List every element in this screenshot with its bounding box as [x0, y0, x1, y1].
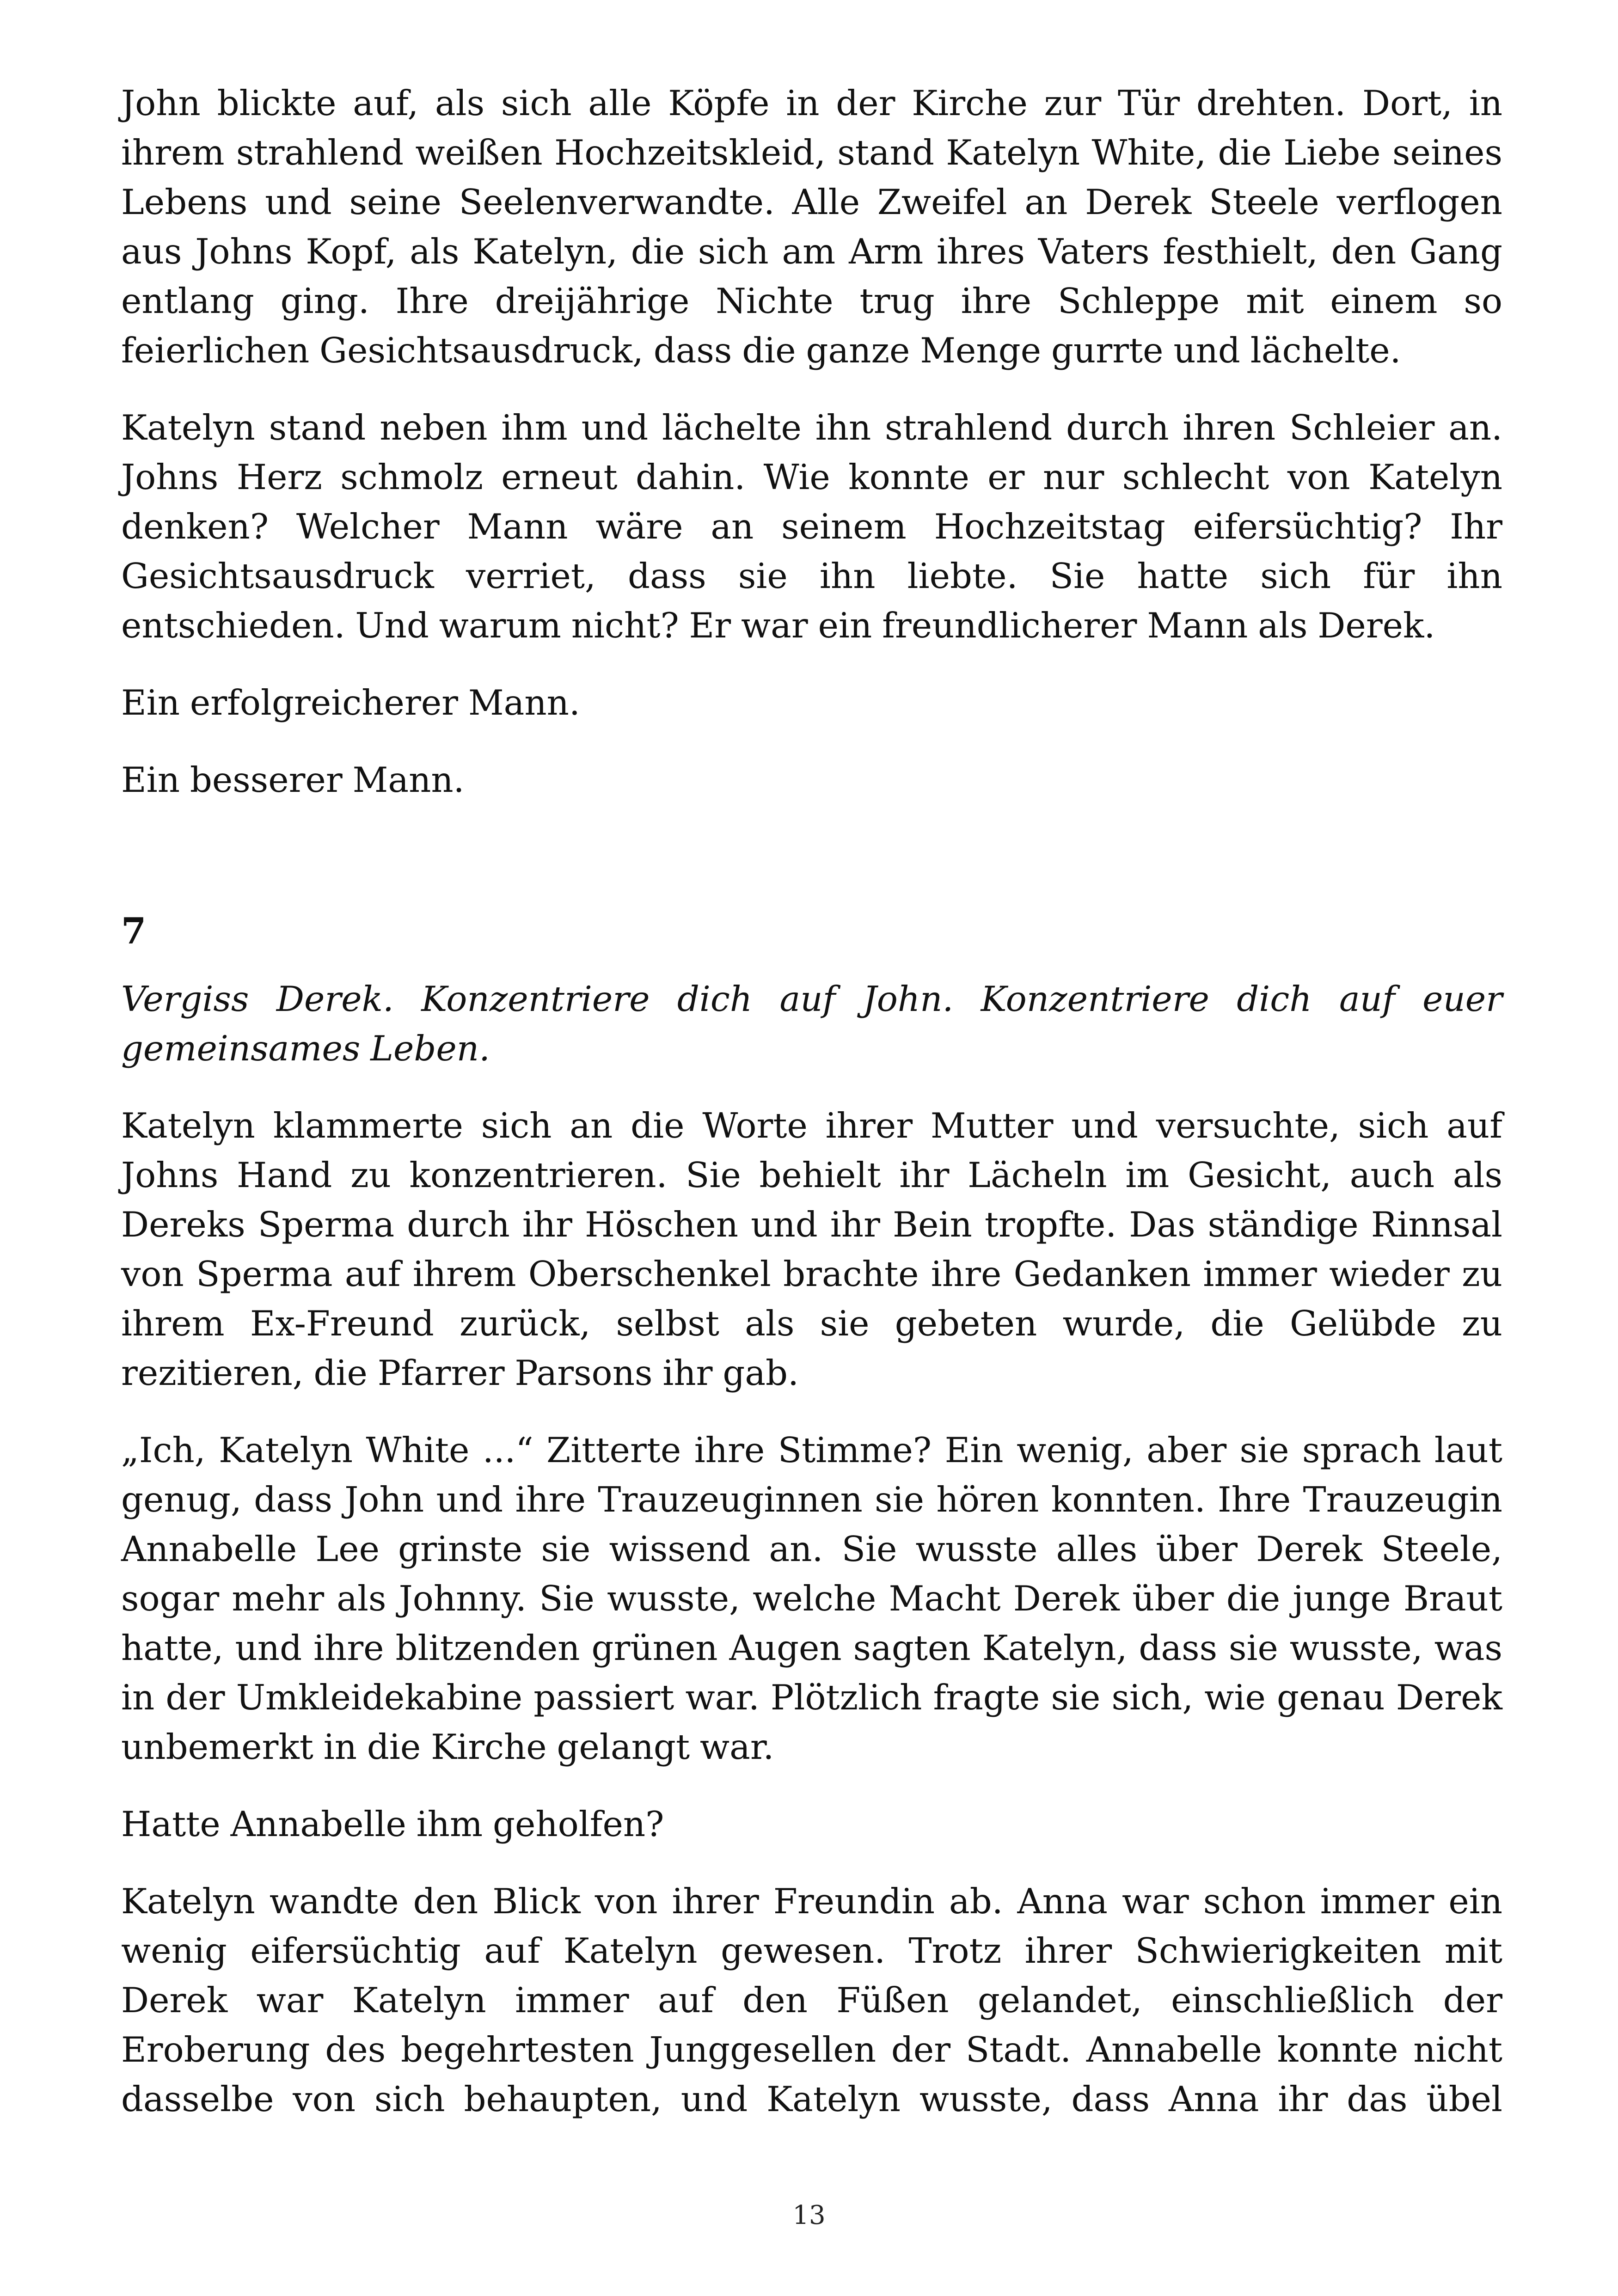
paragraph-3: Ein erfolgreicherer Mann.	[121, 682, 580, 723]
paragraph-2: Katelyn stand neben ihm und lächelte ihn strahlend durch ihren Schleier an. Johns Herz schmolz erneut dahin. Wie konnte er nur schlecht von Katelyn denken? Welcher Mann wäre an seinem Hochzeitstag eifersüchtig? Ihr Gesichtsausdruck verriet, dass sie ihn liebte. Sie hatte sich für ihn entschieden. Und warum nicht? Er war ein freundlicherer Mann als Derek.	[121, 407, 1502, 646]
chapter-number: 7	[121, 910, 147, 952]
chapter-paragraph-3: Hatte Annabelle ihm geholfen?	[121, 1804, 664, 1844]
paragraph-4: Ein besserer Mann.	[121, 759, 465, 800]
paragraph-1: John blickte auf, als sich alle Köpfe in der Kirche zur Tür drehten. Dort, in ihrem strahlend weißen Hochzeitskleid, stand Katelyn White, die Liebe seines Lebens und seine Seelenverwandte. Alle Zweifel an Derek Steele verflogen aus Johns Kopf, als Katelyn, die sich am Arm ihres Vaters festhielt, den Gang entlang ging. Ihre dreijährige Nichte trug ihre Schleppe mit einem so feierlichen Gesichtsausdruck, dass die ganze Menge gurrte und lächelte.	[121, 83, 1502, 371]
page-number: 13	[792, 2200, 826, 2230]
chapter-italic-intro: Vergiss Derek. Konzentriere dich auf John. Konzentriere dich auf euer gemeinsames Leben.	[121, 979, 1502, 1069]
chapter-paragraph-1: Katelyn klammerte sich an die Worte ihrer Mutter und versuchte, sich auf Johns Hand zu konzentrieren. Sie behielt ihr Lächeln im Gesicht, auch als Dereks Sperma durch ihr Höschen und ihr Bein tropfte. Das ständige Rinnsal von Sperma auf ihrem Oberschenkel brachte ihre Gedanken immer wieder zu ihrem Ex-Freund zurück, selbst als sie gebeten wurde, die Gelübde zu rezitieren, die Pfarrer Parsons ihr gab.	[121, 1105, 1502, 1393]
chapter-paragraph-2: „Ich, Katelyn White ...“ Zitterte ihre Stimme? Ein wenig, aber sie sprach laut genug, dass John und ihre Trauzeuginnen sie hören konnten. Ihre Trauzeugin Annabelle Lee grinste sie wissend an. Sie wusste alles über Derek Steele, sogar mehr als Johnny. Sie wusste, welche Macht Derek über die junge Braut hatte, und ihre blitzenden grünen Augen sagten Katelyn, dass sie wusste, was in der Umkleidekabine passiert war. Plötzlich fragte sie sich, wie genau Derek unbemerkt in die Kirche gelangt war.	[121, 1430, 1502, 1767]
chapter-paragraph-4: Katelyn wandte den Blick von ihrer Freundin ab. Anna war schon immer ein wenig eifersüchtig auf Katelyn gewesen. Trotz ihrer Schwierigkeiten mit Derek war Katelyn immer auf den Füßen gelandet, einschließlich der Eroberung des begehrtesten Junggesellen der Stadt. Annabelle konnte nicht dasselbe von sich behaupten, und Katelyn wusste, dass Anna ihr das übel	[121, 1881, 1502, 2119]
book-page	[121, 79, 1502, 2152]
